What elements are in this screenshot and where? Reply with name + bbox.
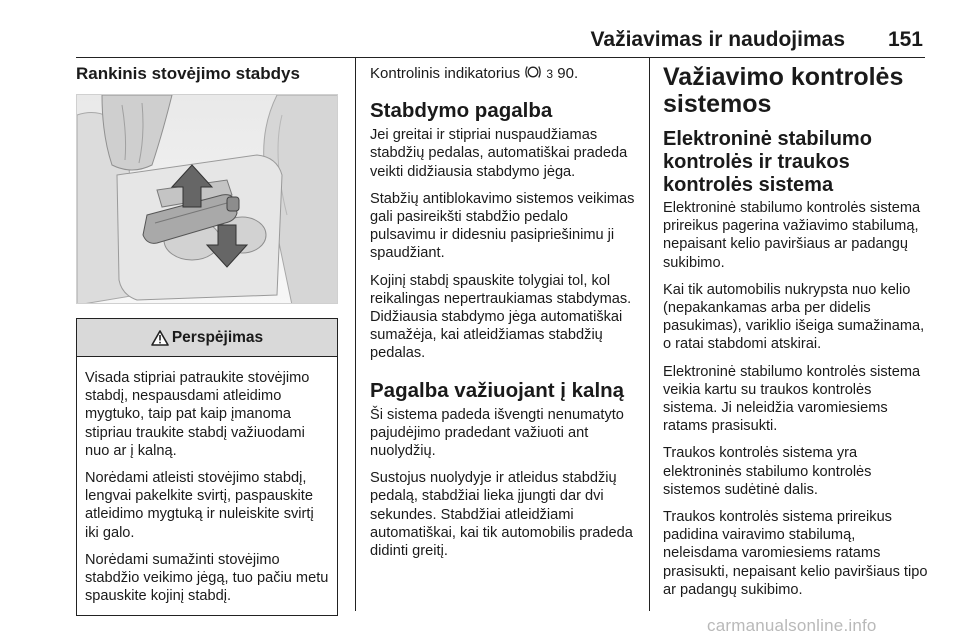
warning-heading: Perspėjimas [171,328,264,346]
warning-box [76,318,338,616]
paragraph: Elektroninė stabilumo kontrolės sistema veikia kartu su traukos kontrolės sistema. Ji neleidžia varomiesiems ratams prasisukti. [663,363,921,435]
watermark: carmanualsonline.info [707,616,877,635]
section-title-hill-start-assist: Pagalba važiuojant į kalną [370,378,625,402]
page-reference: 90. [557,65,579,82]
column-divider-2 [649,58,650,611]
page-ref-arrow-icon: 3 [546,67,554,81]
paragraph: Kojinį stabdį spauskite tolygiai tol, kol reikalingas nepertraukiamas stabdymas. Didžiausia stabdymo jėga automatiškai sumažėja, kai atleidžiamas stabdžių pedalas. [370,272,632,362]
warning-paragraph: Norėdami sumažinti stovėjimo stabdžio veikimo jėgą, tuo pačiu metu spauskite kojinį stabdį. [85,551,329,605]
column-brake-assist [370,64,636,569]
paragraph: Traukos kontrolės sistema yra elektroninės stabilumo kontrolės sistemos sudėtinė dalis. [663,445,872,498]
parking-brake-lever-illustration [76,94,338,304]
column-driving-control [663,64,929,608]
warning-paragraph: Norėdami atleisti stovėjimo stabdį, lengvai pakelkite svirtį, paspauskite atleidimo mygtuką ir nuleiskite svirtį iki galo. [85,470,314,541]
chapter-title: Važiavimo kontrolės sistemos [663,63,904,118]
section-title-brake-assist: Stabdymo pagalba [370,99,553,123]
header-rule [76,57,925,58]
column-parking-brake [76,64,338,616]
section-title-esc: Elektroninė stabilumo kontrolės ir traukos kontrolės sistema [663,128,872,196]
paragraph: Stabžių antiblokavimo sistemos veikimas gali pasireikšti stabdžio pedalo pulsavimu ir didesniu pasipriešinimu ji spaudžiant. [370,190,635,262]
warning-paragraph: Visada stipriai patraukite stovėjimo stabdį, nespausdami atleidimo mygtuko, taip pat kaip įmanoma stipriau traukite stabdį važiuodami nuo ar į kalną. [85,370,310,459]
brake-indicator-icon [524,64,542,85]
paragraph: Elektroninė stabilumo kontrolės sistema prireikus pagerina važiavimo stabilumą, nepaisant kelio paviršiaus ar padangų sukibimo. [663,200,921,271]
paragraph: Sustojus nuolydyje ir atleidus stabdžių pedalą, stabdžiai lieka įjungti dar dvi sekundes. Stabdžiai atleidžiami automatiškai, kai tik automobilis pradeda didinti greitį. [370,470,633,560]
header-title: Važiavimas ir naudojimas [590,28,845,51]
warning-body [77,357,337,615]
indicator-reference [370,64,636,85]
page-header [76,28,925,58]
section-title-parking-brake: Rankinis stovėjimo stabdys [76,64,300,83]
warning-triangle-icon [151,330,169,346]
paragraph: Kai tik automobilis nukrypsta nuo kelio (nepakankamas arba per didelis pasukimas), variklio išeiga sumažinama, o ratai stabdomi atskirai. [663,281,925,353]
paragraph: Ši sistema padeda išvengti nenumatyto pajudėjimo pradedant važiuoti ant nuolydžių. [370,406,624,460]
paragraph: Jei greitai ir stipriai nuspaudžiamas stabdžių pedalas, automatiškai pradeda veikti didžiausia stabdymo jėga. [370,127,628,180]
paragraph: Traukos kontrolės sistema prireikus padidina vairavimo stabilumą, neleisdama varomiesiems ratams prasisukti, nepaisant kelio paviršiaus tipo ar padangų sukibimo. [663,509,928,598]
page-number: 151 [887,28,923,51]
column-divider-1 [355,58,356,611]
warning-header [77,319,337,357]
indicator-text: Kontrolinis indikatorius [370,65,521,82]
